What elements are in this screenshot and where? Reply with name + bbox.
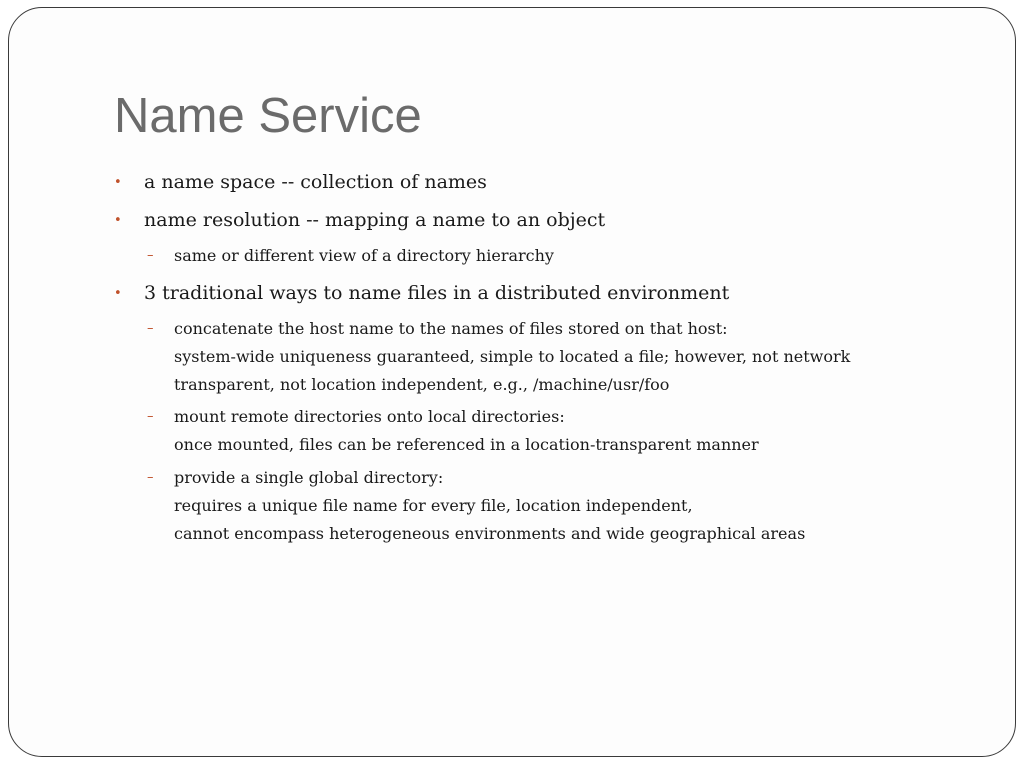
sub-item-global-directory	[174, 464, 805, 548]
sub-item-line: same or different view of a directory hierarchy	[174, 246, 554, 265]
sub-item-line: concatenate the host name to the names of files stored on that host:	[174, 319, 728, 338]
slide-title: Name Service	[114, 89, 422, 143]
bullet-item-name-resolution: name resolution -- mapping a name to an object	[144, 209, 606, 231]
bullet-item-name-space: a name space -- collection of names	[144, 171, 487, 193]
bullet-icon: •	[114, 286, 122, 301]
sub-item-mount-remote	[174, 403, 759, 459]
sub-item-line: provide a single global directory:	[174, 468, 444, 487]
dash-icon: –	[147, 248, 154, 263]
dash-icon: –	[147, 321, 154, 336]
sub-item-line: transparent, not location independent, e.g., /machine/usr/foo	[174, 375, 670, 394]
sub-item-line: requires a unique file name for every file, location independent,	[174, 496, 693, 515]
sub-item-line: once mounted, files can be referenced in a location-transparent manner	[174, 435, 759, 454]
bullet-icon: •	[114, 175, 122, 190]
sub-item-line: system-wide uniqueness guaranteed, simple to located a file; however, not network	[174, 347, 851, 366]
dash-icon: –	[147, 470, 154, 485]
sub-item-concatenate-host	[174, 315, 850, 399]
bullet-item-traditional-ways: 3 traditional ways to name files in a distributed environment	[144, 282, 730, 304]
dash-icon: –	[147, 409, 154, 424]
sub-item-line: mount remote directories onto local directories:	[174, 407, 565, 426]
sub-item-line: cannot encompass heterogeneous environments and wide geographical areas	[174, 524, 806, 543]
bullet-icon: •	[114, 213, 122, 228]
sub-item-directory-view	[174, 242, 554, 270]
